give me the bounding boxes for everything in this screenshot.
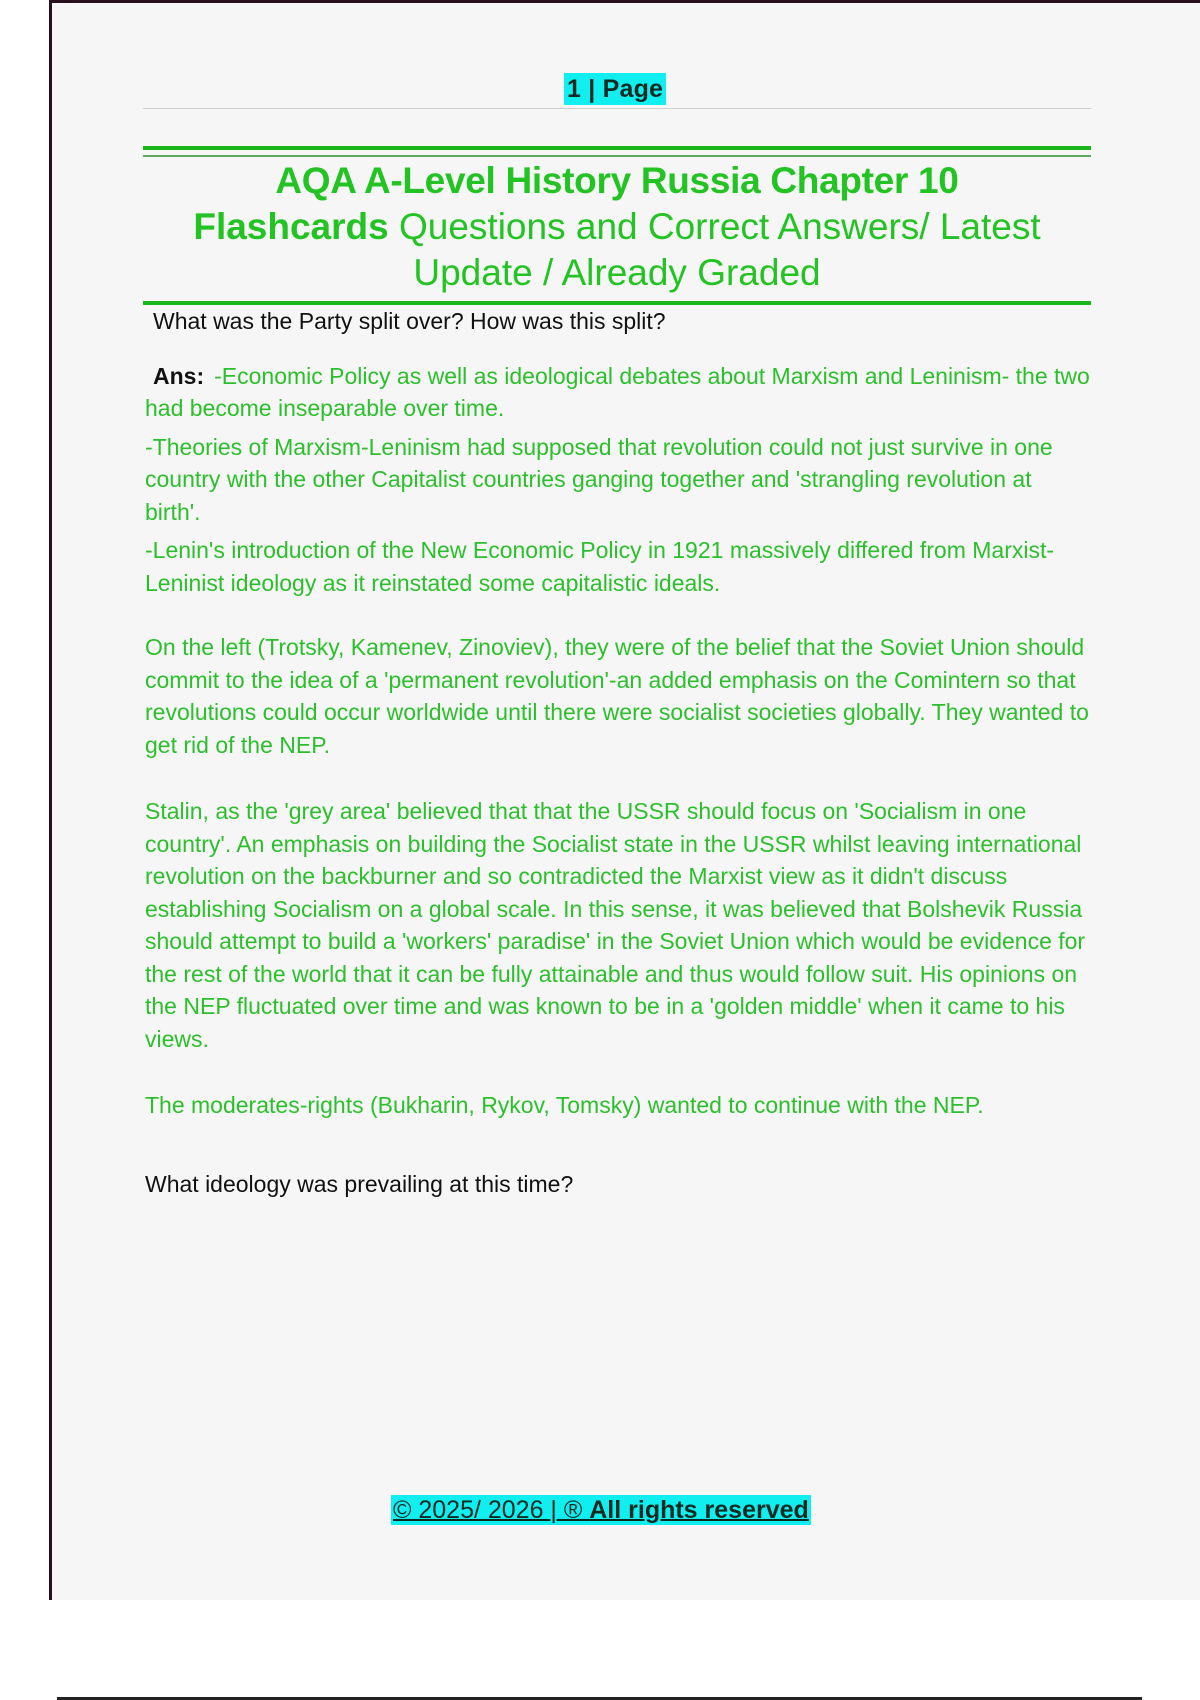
- answer-paragraph-right-faction: The moderates-rights (Bukharin, Rykov, Tomsky) wanted to continue with the NEP.: [145, 1092, 984, 1118]
- copyright-years: © 2025/ 2026 | ®: [393, 1496, 590, 1524]
- answer-paragraph-3: -Lenin's introduction of the New Economic Policy in 1921 massively differed from Marxist-Leninist ideology as it reinstated some capitalistic ideals.: [145, 537, 1055, 596]
- title-line-3: Update / Already Graded: [413, 252, 821, 293]
- flashcard-content: [145, 305, 1090, 1200]
- page-number-label: 1 | Page: [564, 73, 666, 105]
- answer-paragraph-left-faction: On the left (Trotsky, Kamenev, Zinoviev), they were of the belief that the Soviet Union should commit to the idea of a 'permanent revolution'-an added emphasis on the Comintern so that revolutions could occur worldwide until there were socialist societies globally. They wanted to get rid of the NEP.: [145, 634, 1089, 758]
- answer-label: Ans:: [153, 362, 205, 389]
- answer-paragraph-2: -Theories of Marxism-Leninism had supposed that revolution could not just survive in one country with the other Capitalist countries ganging together and 'strangling revolution at birth'.: [145, 433, 1053, 525]
- document-title: [143, 158, 1091, 296]
- answer-paragraph-1: [145, 360, 1090, 425]
- answer-paragraph-1-text: -Economic Policy as well as ideological debates about Marxism and Leninism- the two had become inseparable over time.: [145, 362, 1090, 421]
- answer-paragraph-stalin: Stalin, as the 'grey area' believed that that the USSR should focus on 'Socialism in one country'. An emphasis on building the Socialist state in the USSR whilst leaving international revolution on the backburner and so contradicted the Marxist view as it didn't discuss establishing Socialism on a global scale. In this sense, it was believed that Bolshevik Russia should attempt to build a 'workers' paradise' in the Soviet Union which would be evidence for the rest of the world that it can be fully attainable and thus would follow suit. His opinions on the NEP fluctuated over time and was known to be in a 'golden middle' when it came to his views.: [145, 798, 1086, 1052]
- question-2: What ideology was prevailing at this time?: [145, 1170, 574, 1197]
- title-line-1: AQA A-Level History Russia Chapter 10: [275, 160, 959, 201]
- title-flashcards-bold: Flashcards: [193, 206, 389, 247]
- copyright-notice: [391, 1495, 811, 1525]
- header-divider: [143, 108, 1091, 109]
- title-line-2-rest: Questions and Correct Answers/ Latest: [388, 206, 1041, 247]
- title-divider-top-thin: [143, 155, 1091, 157]
- copyright-rights: All rights reserved: [589, 1496, 809, 1524]
- title-line-2: [143, 204, 1091, 250]
- title-divider-top-thick: [143, 146, 1091, 150]
- question-1: What was the Party split over? How was this split?: [153, 308, 666, 334]
